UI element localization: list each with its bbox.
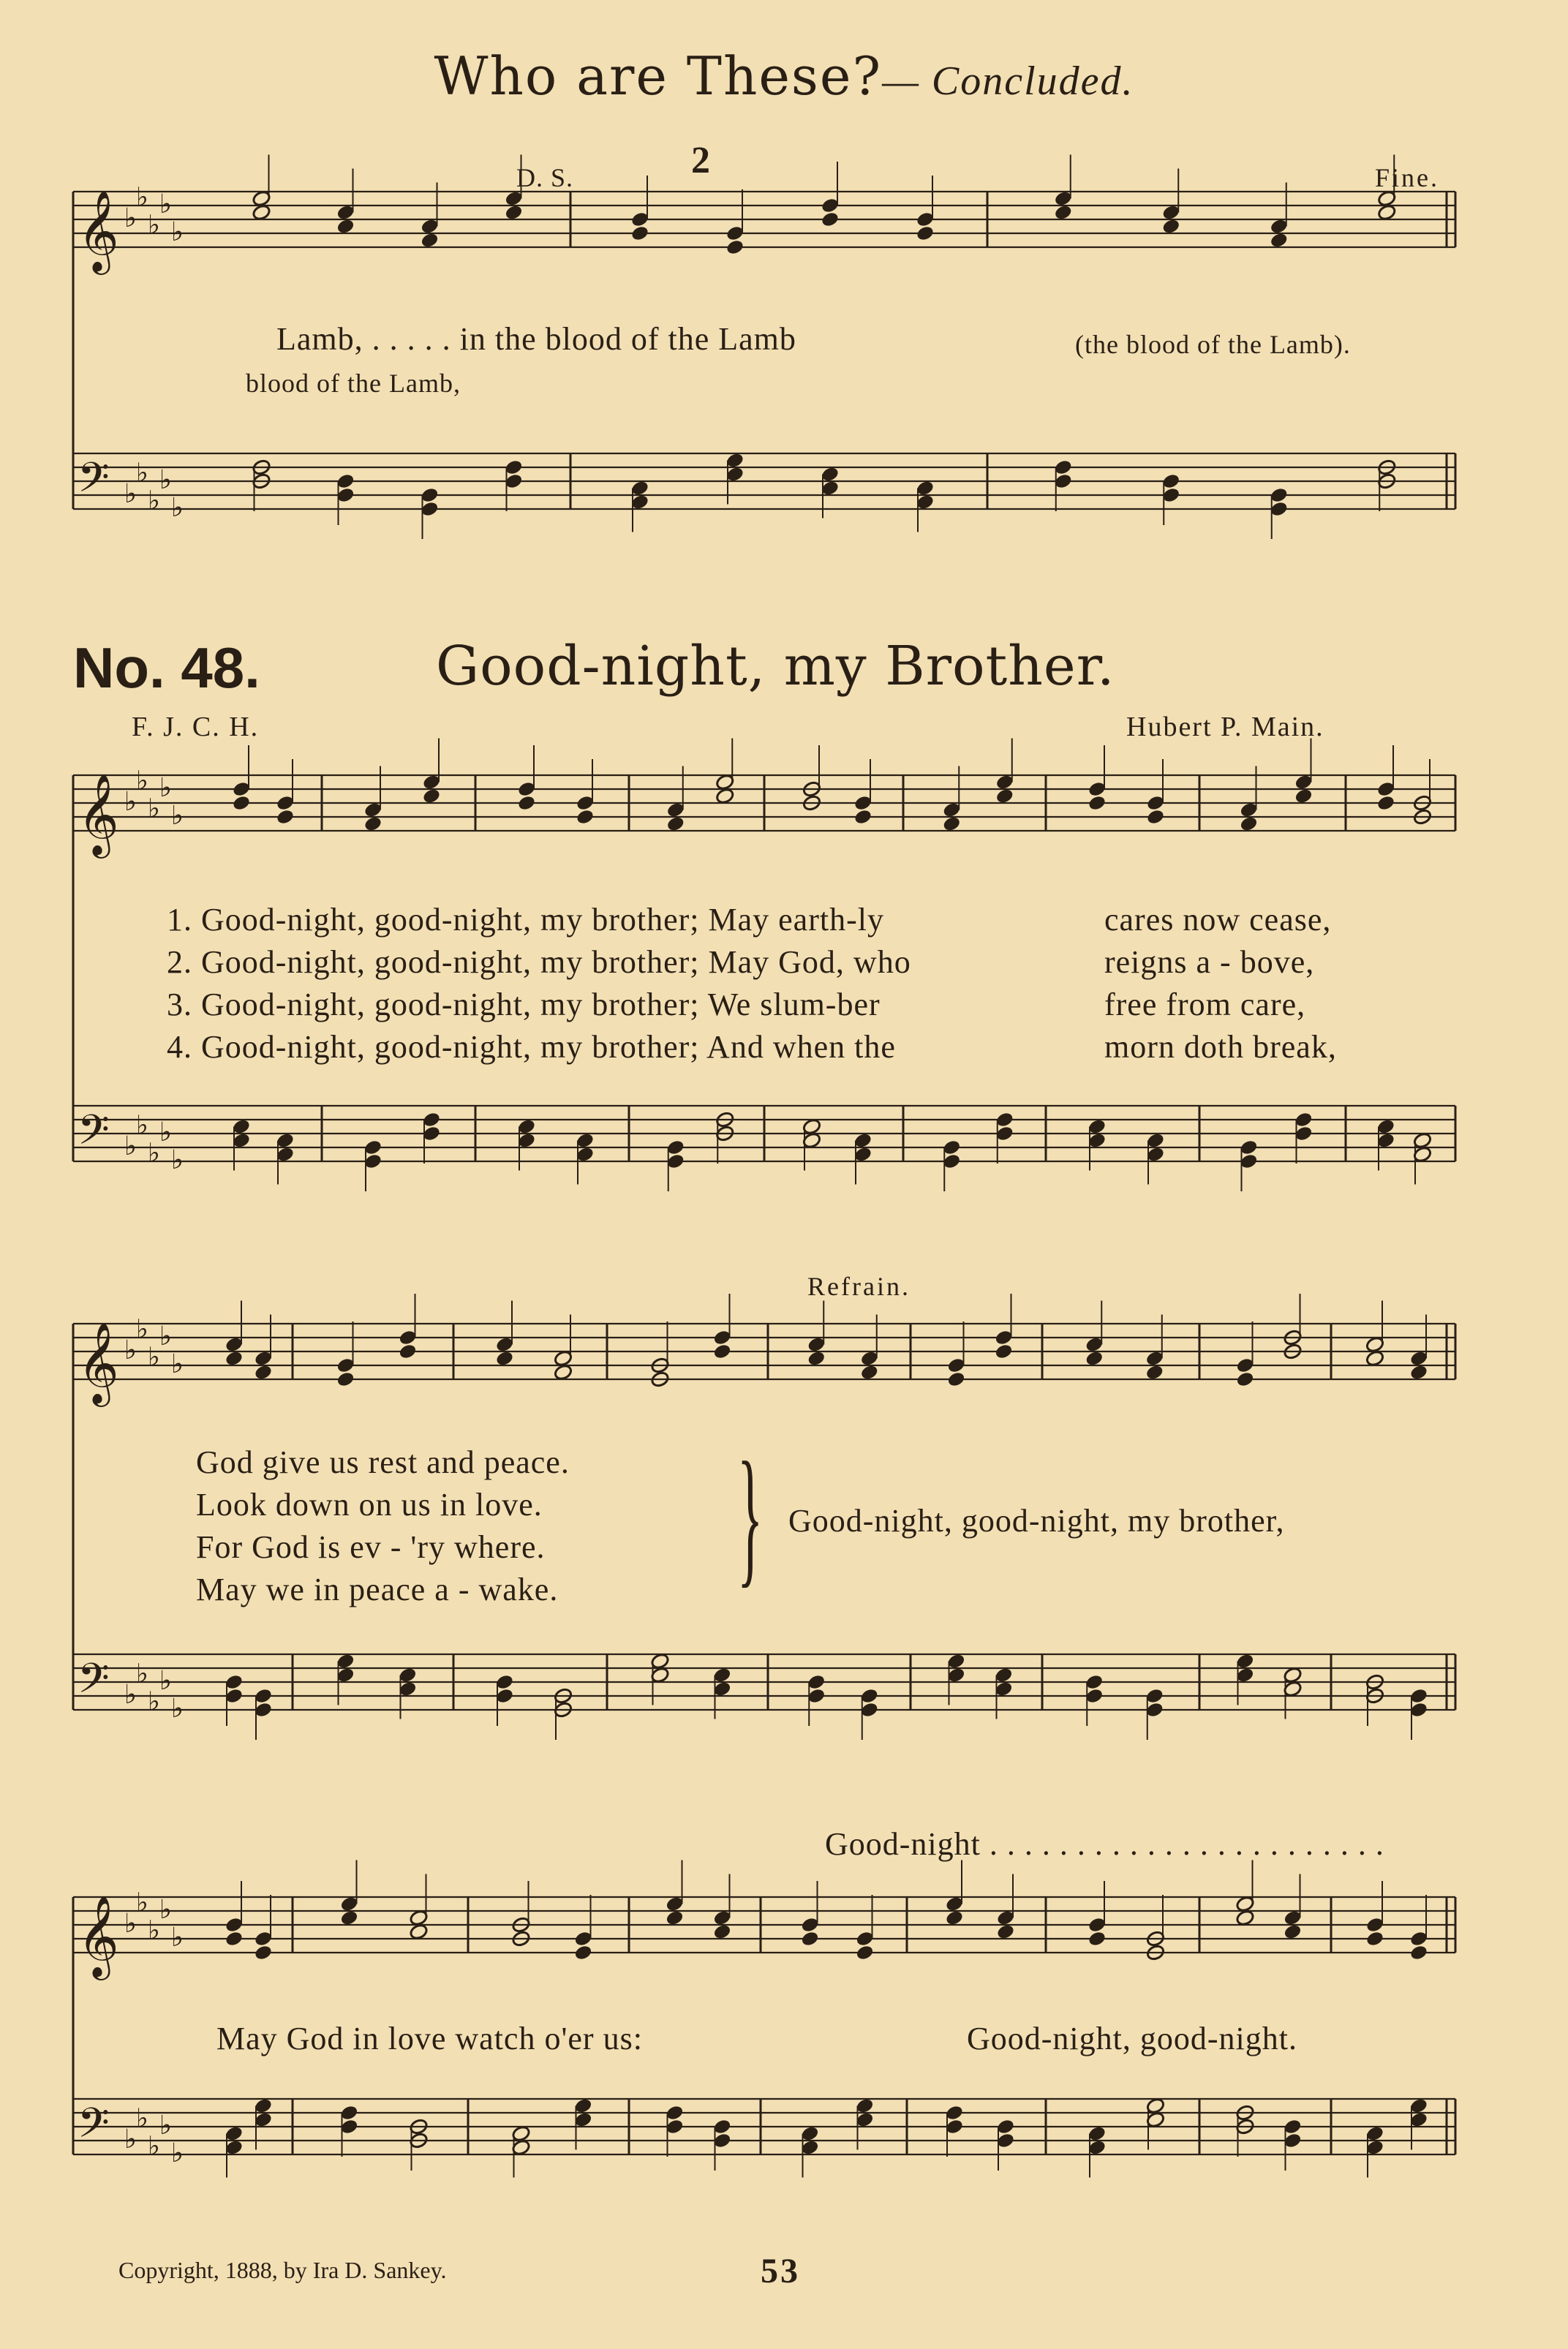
note-head [409,1923,429,1941]
flat-icon: ♭ [148,486,160,516]
flat-icon: ♭ [124,787,137,817]
note-head [576,808,595,826]
note-head [1088,794,1107,812]
note-head [225,1930,244,1948]
flat-icon: ♭ [171,1694,184,1724]
bass-clef-icon: 𝄢 [78,454,110,512]
flat-icon: ♭ [159,189,172,219]
flat-icon: ♭ [148,1138,160,1169]
treble-clef-icon: 𝄞 [78,1321,119,1403]
note-head [495,1350,515,1368]
flat-icon: ♭ [171,1145,184,1175]
note-head [504,204,524,222]
note-head [942,815,962,833]
verse-4-line-1: 4. Good-night, good-night, my brother; And when the [167,1029,896,1065]
flat-icon: ♭ [136,766,148,796]
flat-icon: ♭ [159,465,172,495]
concluded-label: — Concluded. [882,59,1134,104]
note-head [994,1343,1014,1360]
verse-1-line-2: God give us rest and peace. [196,1444,570,1480]
flat-icon: ♭ [136,1314,148,1345]
flat-icon: ♭ [171,2138,184,2168]
note-head [1365,1930,1385,1948]
music-credit: Hubert P. Main. [1126,712,1324,742]
note-head [725,238,745,256]
note-head [225,1350,244,1368]
note-head [1409,1944,1429,1961]
note-head [1053,204,1073,222]
note-head [859,1364,879,1381]
note-head [945,1909,965,1927]
flat-icon: ♭ [159,1666,172,1696]
flat-icon: ♭ [136,458,148,489]
note-head [1085,1350,1104,1368]
flat-icon: ♭ [136,1110,148,1141]
flat-icon: ♭ [159,2111,172,2141]
note-head [1283,1923,1303,1941]
note-head [573,1944,593,1961]
note-head [996,1923,1016,1941]
note-head [254,1944,274,1961]
note-head [916,225,935,242]
note-head [339,1909,359,1927]
verse-3-line-1-tail: free from care, [1104,987,1306,1022]
note-head [800,1930,820,1948]
flat-icon: ♭ [136,182,148,213]
flat-icon: ♭ [124,1131,137,1161]
flat-icon: ♭ [159,1117,172,1147]
flat-icon: ♭ [148,1915,160,1946]
refrain-label: Refrain. [807,1272,911,1301]
note-head [1146,808,1166,826]
verse-4-line-2: May we in peace a - wake. [196,1572,559,1607]
note-head [1365,1350,1385,1368]
note-head [398,1343,418,1360]
refrain-good-night: Good-night . . . . . . . . . . . . . . . . . . . . . . . [825,1826,1384,1862]
note-head [517,794,537,812]
note-head [712,1923,732,1941]
note-head [1161,218,1181,235]
flat-icon: ♭ [124,1335,137,1365]
verse-2-line-1: 2. Good-night, good-night, my brother; May God, who [167,944,911,980]
flat-icon: ♭ [124,479,137,509]
note-head [336,1370,355,1388]
flat-icon: ♭ [124,2124,137,2154]
bass-clef-icon: 𝄢 [78,1106,110,1164]
note-head [666,815,685,833]
flat-icon: ♭ [136,1659,148,1689]
treble-clef-icon: 𝄞 [78,189,119,271]
previous-hymn-title-text: Who are These? [434,45,883,107]
flat-icon: ♭ [148,1342,160,1373]
note-head [252,204,271,222]
note-head [946,1370,966,1388]
note-head [807,1350,826,1368]
note-head [554,1364,573,1381]
note-head [1377,204,1397,222]
flat-icon: ♭ [148,1686,160,1717]
note-head [855,1944,875,1961]
flat-icon: ♭ [171,801,184,831]
note-head [1239,815,1259,833]
note-head [254,1364,274,1381]
flat-icon: ♭ [148,2131,160,2162]
final-line-b: Good-night, good-night. [967,2021,1297,2056]
final-line-a: May God in love watch o'er us: [216,2021,643,2056]
words-credit: F. J. C. H. [132,712,260,742]
note-head [276,808,295,826]
previous-lyric-echo: (the blood of the Lamb). [1075,330,1351,359]
bass-clef-icon: 𝄢 [78,2100,110,2157]
note-head [712,1343,732,1360]
verse-brace: } [737,1431,764,1601]
note-head [1409,1364,1429,1381]
flat-icon: ♭ [171,217,184,247]
hymn-title: Good-night, my Brother. [436,635,1115,698]
flat-icon: ♭ [159,773,172,803]
flat-icon: ♭ [159,1895,172,1925]
note-head [1376,794,1396,812]
note-head [853,808,873,826]
verse-4-line-1-tail: morn doth break, [1104,1029,1337,1065]
verse-1-line-1-tail: cares now cease, [1104,902,1332,938]
note-head [1294,788,1313,805]
flat-icon: ♭ [148,210,160,241]
flat-icon: ♭ [136,1888,148,1918]
bass-clef-icon: 𝄢 [78,1655,110,1713]
verse-3-line-2: For God is ev - 'ry where. [196,1529,546,1565]
note-head [1269,232,1289,249]
flat-icon: ♭ [148,793,160,824]
verse-1-line-1: 1. Good-night, good-night, my brother; May earth-ly [167,902,884,938]
note-head [665,1909,685,1927]
ds-marking: D. S. [516,163,574,192]
note-head [1145,1364,1164,1381]
note-head [422,788,442,805]
note-head [821,211,840,228]
previous-lyric-alt: blood of the Lamb, [246,369,461,398]
second-ending-number: 2 [691,140,710,181]
verse-2-line-2: Look down on us in love. [196,1487,543,1523]
flat-icon: ♭ [171,493,184,523]
flat-icon: ♭ [124,203,137,233]
note-head [715,788,735,805]
note-head [420,232,440,249]
flat-icon: ♭ [124,1909,137,1939]
page-number: 53 [761,2252,800,2290]
note-head [630,225,650,242]
refrain-line: Good-night, good-night, my brother, [788,1503,1285,1539]
verse-2-line-1-tail: reigns a - bove, [1104,944,1315,980]
note-head [363,815,383,833]
note-head [995,788,1014,805]
note-head [1088,1930,1107,1948]
previous-lyric-main: Lamb, . . . . . in the blood of the Lamb [276,321,796,357]
flat-icon: ♭ [171,1349,184,1379]
note-head [232,794,252,812]
treble-clef-icon: 𝄞 [78,1895,119,1977]
flat-icon: ♭ [136,2103,148,2134]
flat-icon: ♭ [171,1923,184,1953]
verse-3-line-1: 3. Good-night, good-night, my brother; We slum-ber [167,987,881,1022]
treble-clef-icon: 𝄞 [78,773,119,855]
flat-icon: ♭ [159,1321,172,1351]
fine-marking: Fine. [1375,163,1440,192]
flat-icon: ♭ [124,1680,137,1710]
note-head [336,218,355,235]
note-head [1235,1909,1255,1927]
copyright: Copyright, 1888, by Ira D. Sankey. [118,2257,447,2283]
note-head [1235,1370,1255,1388]
hymn-number: No. 48. [73,636,260,700]
